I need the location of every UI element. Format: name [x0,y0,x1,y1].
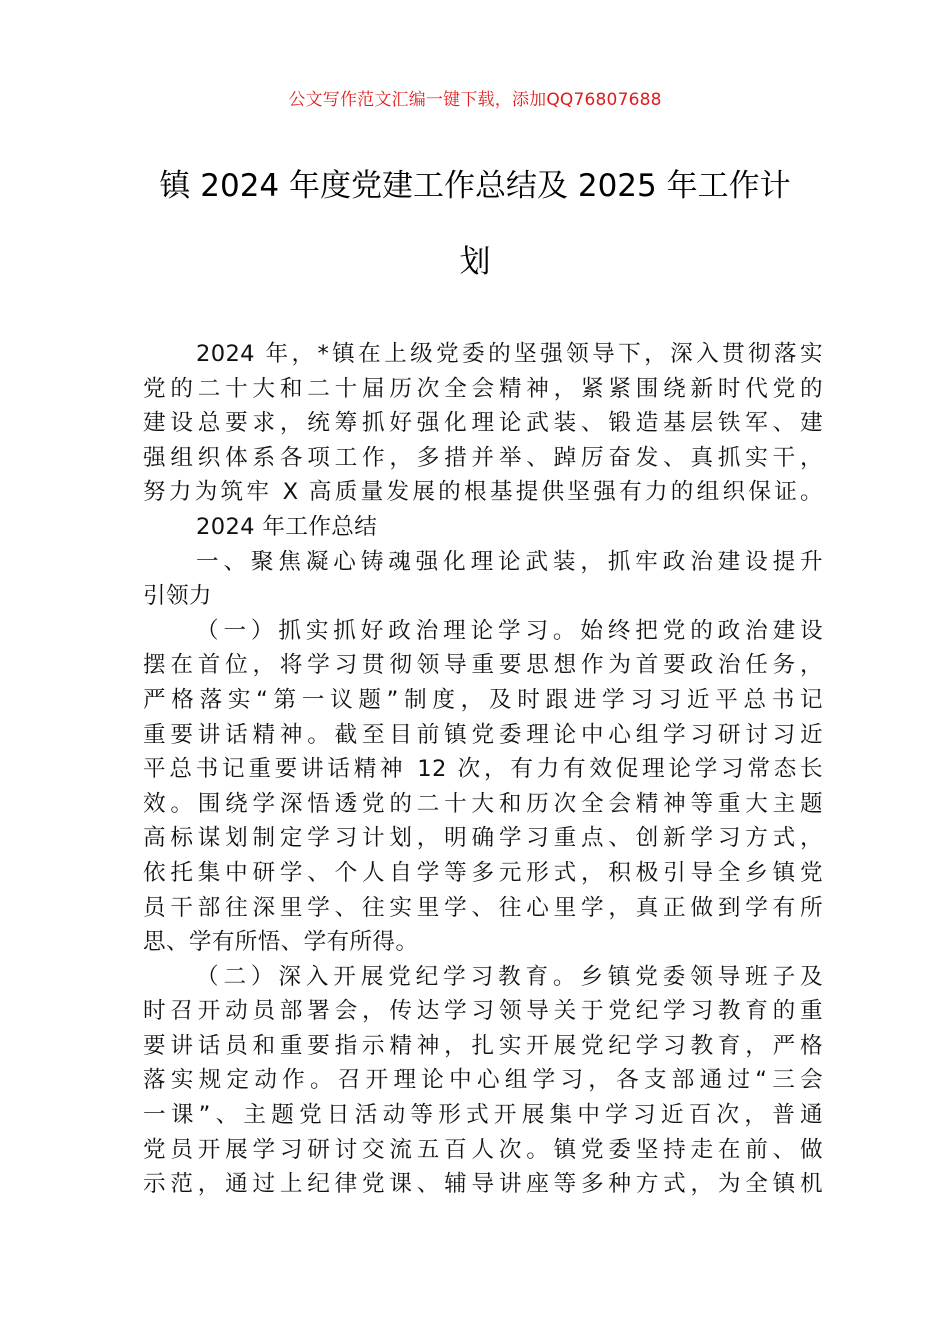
body-line: （二）深入开展党纪学习教育。乡镇党委领导班子及 [196,963,823,990]
body-line: 示范，通过上纪律党课、辅导讲座等多种方式，为全镇机 [143,1171,823,1198]
document-title-line-1: 镇 2024 年度党建工作总结及 2025 年工作计 [159,168,791,204]
body-line: 党员开展学习研讨交流五百人次。镇党委坚持走在前、做 [143,1136,823,1163]
body-line: 2024 年，*镇在上级党委的坚强领导下，深入贯彻落实 [196,341,823,367]
body-line: 摆在首位，将学习贯彻领导重要思想作为首要政治任务， [143,652,823,679]
body-line: 一课”、主题党日活动等形式开展集中学习近百次，普通 [143,1102,823,1129]
body-line: 依托集中研学、个人自学等多元形式，积极引导全乡镇党 [143,859,823,886]
body-line: （一）抓实抓好政治理论学习。始终把党的政治建设 [196,617,823,644]
body-line: 平总书记重要讲话精神 12 次，有力有效促理论学习常态长 [143,756,823,783]
body-line: 高标谋划制定学习计划，明确学习重点、创新学习方式， [143,825,823,852]
body-line: 严格落实“第一议题”制度，及时跟进学习习近平总书记 [143,686,823,713]
body-line: 强组织体系各项工作，多措并举、踔厉奋发、真抓实干， [143,444,823,471]
document-title-line-2: 划 [459,244,491,280]
download-promo-note: 公文写作范文汇编一键下载，添加QQ76807688 [288,90,662,110]
body-line: 2024 年工作总结 [196,513,378,540]
body-line: 重要讲话精神。截至目前镇党委理论中心组学习研讨习近 [143,721,823,748]
body-line: 要讲话员和重要指示精神，扎实开展党纪学习教育，严格 [143,1032,823,1059]
body-line: 努力为筑牢 X 高质量发展的根基提供坚强有力的组织保证。 [143,479,823,506]
body-line: 效。围绕学深悟透党的二十大和历次全会精神等重大主题 [143,790,823,817]
body-line: 思、学有所悟、学有所得。 [143,929,419,956]
body-line: 党的二十大和二十届历次全会精神，紧紧围绕新时代党的 [143,375,823,402]
body-line: 时召开动员部署会，传达学习领导关于党纪学习教育的重 [143,998,823,1025]
body-line: 建设总要求，统筹抓好强化理论武装、锻造基层铁军、建 [143,410,823,437]
body-line: 落实规定动作。召开理论中心组学习，各支部通过“三会 [143,1067,823,1094]
document-body [143,337,823,1202]
body-line: 员干部往深里学、往实里学、往心里学，真正做到学有所 [143,894,823,921]
body-line: 引领力 [143,583,212,610]
body-line: 一、聚焦凝心铸魂强化理论武装，抓牢政治建设提升 [196,548,823,575]
